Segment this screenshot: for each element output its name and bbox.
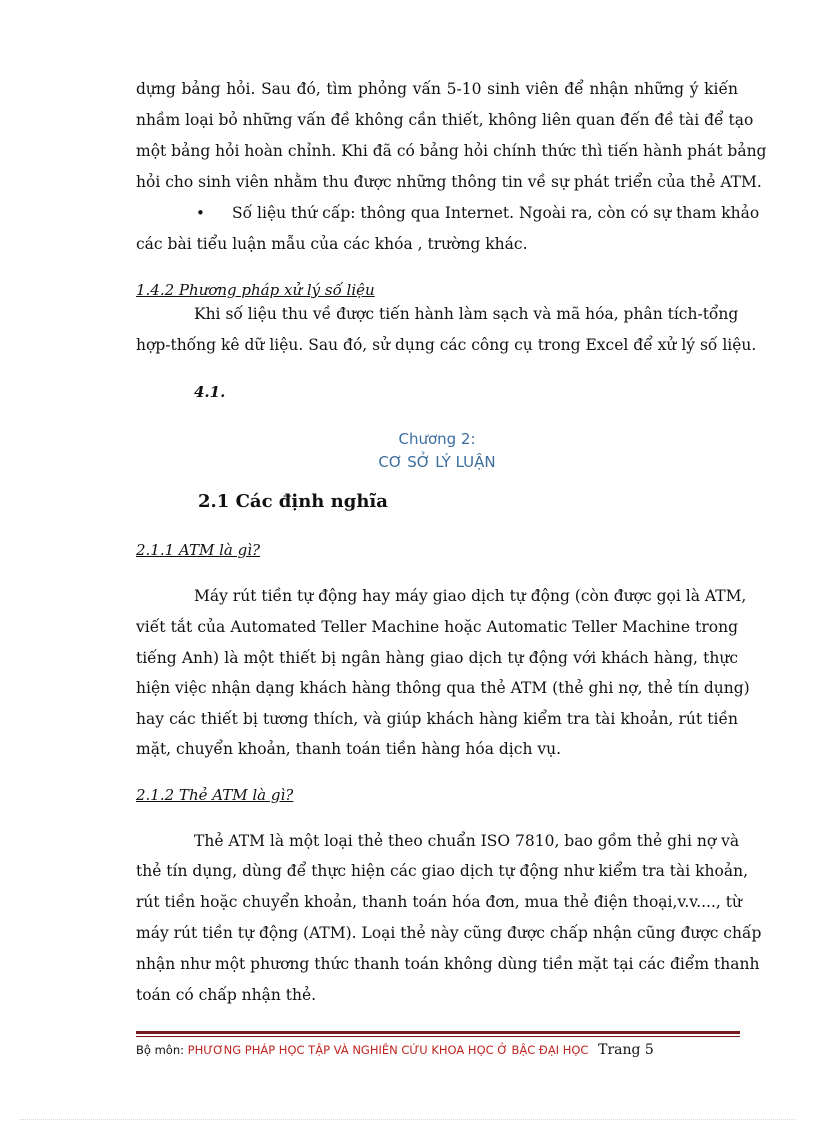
bullet-line: các bài tiểu luận mẫu của các khóa , trường khác. — [136, 235, 528, 253]
footer-course-name: PHƯƠNG PHÁP HỌC TẬP VÀ NGHIÊN CỨU KHOA HỌC Ở BẬC ĐẠI HỌC — [187, 1043, 589, 1057]
paragraph-line: nhận như một phương thức thanh toán không dùng tiền mặt tại các điểm thanh — [136, 955, 760, 973]
chapter-number: Chương 2: — [398, 430, 476, 448]
paragraph-line: hiện việc nhận dạng khách hàng thông qua thẻ ATM (thẻ ghi nợ, thẻ tín dụng) — [136, 679, 750, 697]
paragraph-line: hay các thiết bị tương thích, và giúp khách hàng kiểm tra tài khoản, rút tiền — [136, 710, 738, 728]
paragraph-line: Máy rút tiền tự động hay máy giao dịch tự động (còn được gọi là ATM, — [194, 587, 747, 605]
bullet-line: Số liệu thứ cấp: thông qua Internet. Ngoài ra, còn có sự tham khảo — [232, 204, 760, 222]
paragraph-line: máy rút tiền tự động (ATM). Loại thẻ này cũng được chấp nhận cũng được chấp — [136, 924, 762, 942]
footer-label: Bộ môn: — [136, 1043, 184, 1057]
paragraph-line: một bảng hỏi hoàn chỉnh. Khi đã có bảng hỏi chính thức thì tiến hành phát bảng — [136, 142, 767, 160]
page-number: Trang 5 — [598, 1042, 654, 1058]
page-footer — [136, 1040, 740, 1060]
paragraph-line: Khi số liệu thu về được tiến hành làm sạch và mã hóa, phân tích-tổng — [194, 305, 739, 323]
paragraph-line: viết tắt của Automated Teller Machine hoặc Automatic Teller Machine trong — [136, 618, 738, 636]
section-heading-2-1-1: 2.1.1 ATM là gì? — [136, 541, 261, 559]
paragraph-line: toán có chấp nhận thẻ. — [136, 986, 317, 1004]
paragraph-line: dựng bảng hỏi. Sau đó, tìm phỏng vấn 5-10 sinh viên để nhận những ý kiến — [136, 80, 738, 98]
paragraph-line: thẻ tín dụng, dùng để thực hiện các giao dịch tự động như kiểm tra tài khoản, — [136, 862, 749, 880]
paragraph-line: rút tiền hoặc chuyển khoản, thanh toán hóa đơn, mua thẻ điện thoại,v.v...., từ — [136, 893, 742, 911]
bullet-icon: • — [196, 204, 205, 222]
heading-4-1: 4.1. — [194, 383, 226, 401]
chapter-title: CƠ SỞ LÝ LUẬN — [378, 453, 496, 471]
paragraph-line: Thẻ ATM là một loại thẻ theo chuẩn ISO 7810, bao gồm thẻ ghi nợ và — [194, 832, 740, 850]
page-bottom-divider — [20, 1119, 796, 1120]
footer-rule-thin — [136, 1036, 740, 1037]
section-heading-2-1: 2.1 Các định nghĩa — [198, 491, 388, 512]
paragraph-line: nhầm loại bỏ những vấn đề không cần thiết, không liên quan đến đề tài để tạo — [136, 111, 754, 129]
paragraph-line: hỏi cho sinh viên nhằm thu được những thông tin về sự phát triển của thẻ ATM. — [136, 173, 762, 191]
paragraph-line: mặt, chuyển khoản, thanh toán tiền hàng hóa dịch vụ. — [136, 740, 562, 758]
paragraph-line: hợp-thống kê dữ liệu. Sau đó, sử dụng các công cụ trong Excel để xử lý số liệu. — [136, 336, 757, 354]
section-heading-2-1-2: 2.1.2 Thẻ ATM là gì? — [136, 786, 294, 804]
section-heading-1-4-2: 1.4.2 Phương pháp xử lý số liệu — [136, 281, 375, 299]
footer-rule-thick — [136, 1031, 740, 1034]
paragraph-line: tiếng Anh) là một thiết bị ngân hàng giao dịch tự động với khách hàng, thực — [136, 649, 738, 667]
